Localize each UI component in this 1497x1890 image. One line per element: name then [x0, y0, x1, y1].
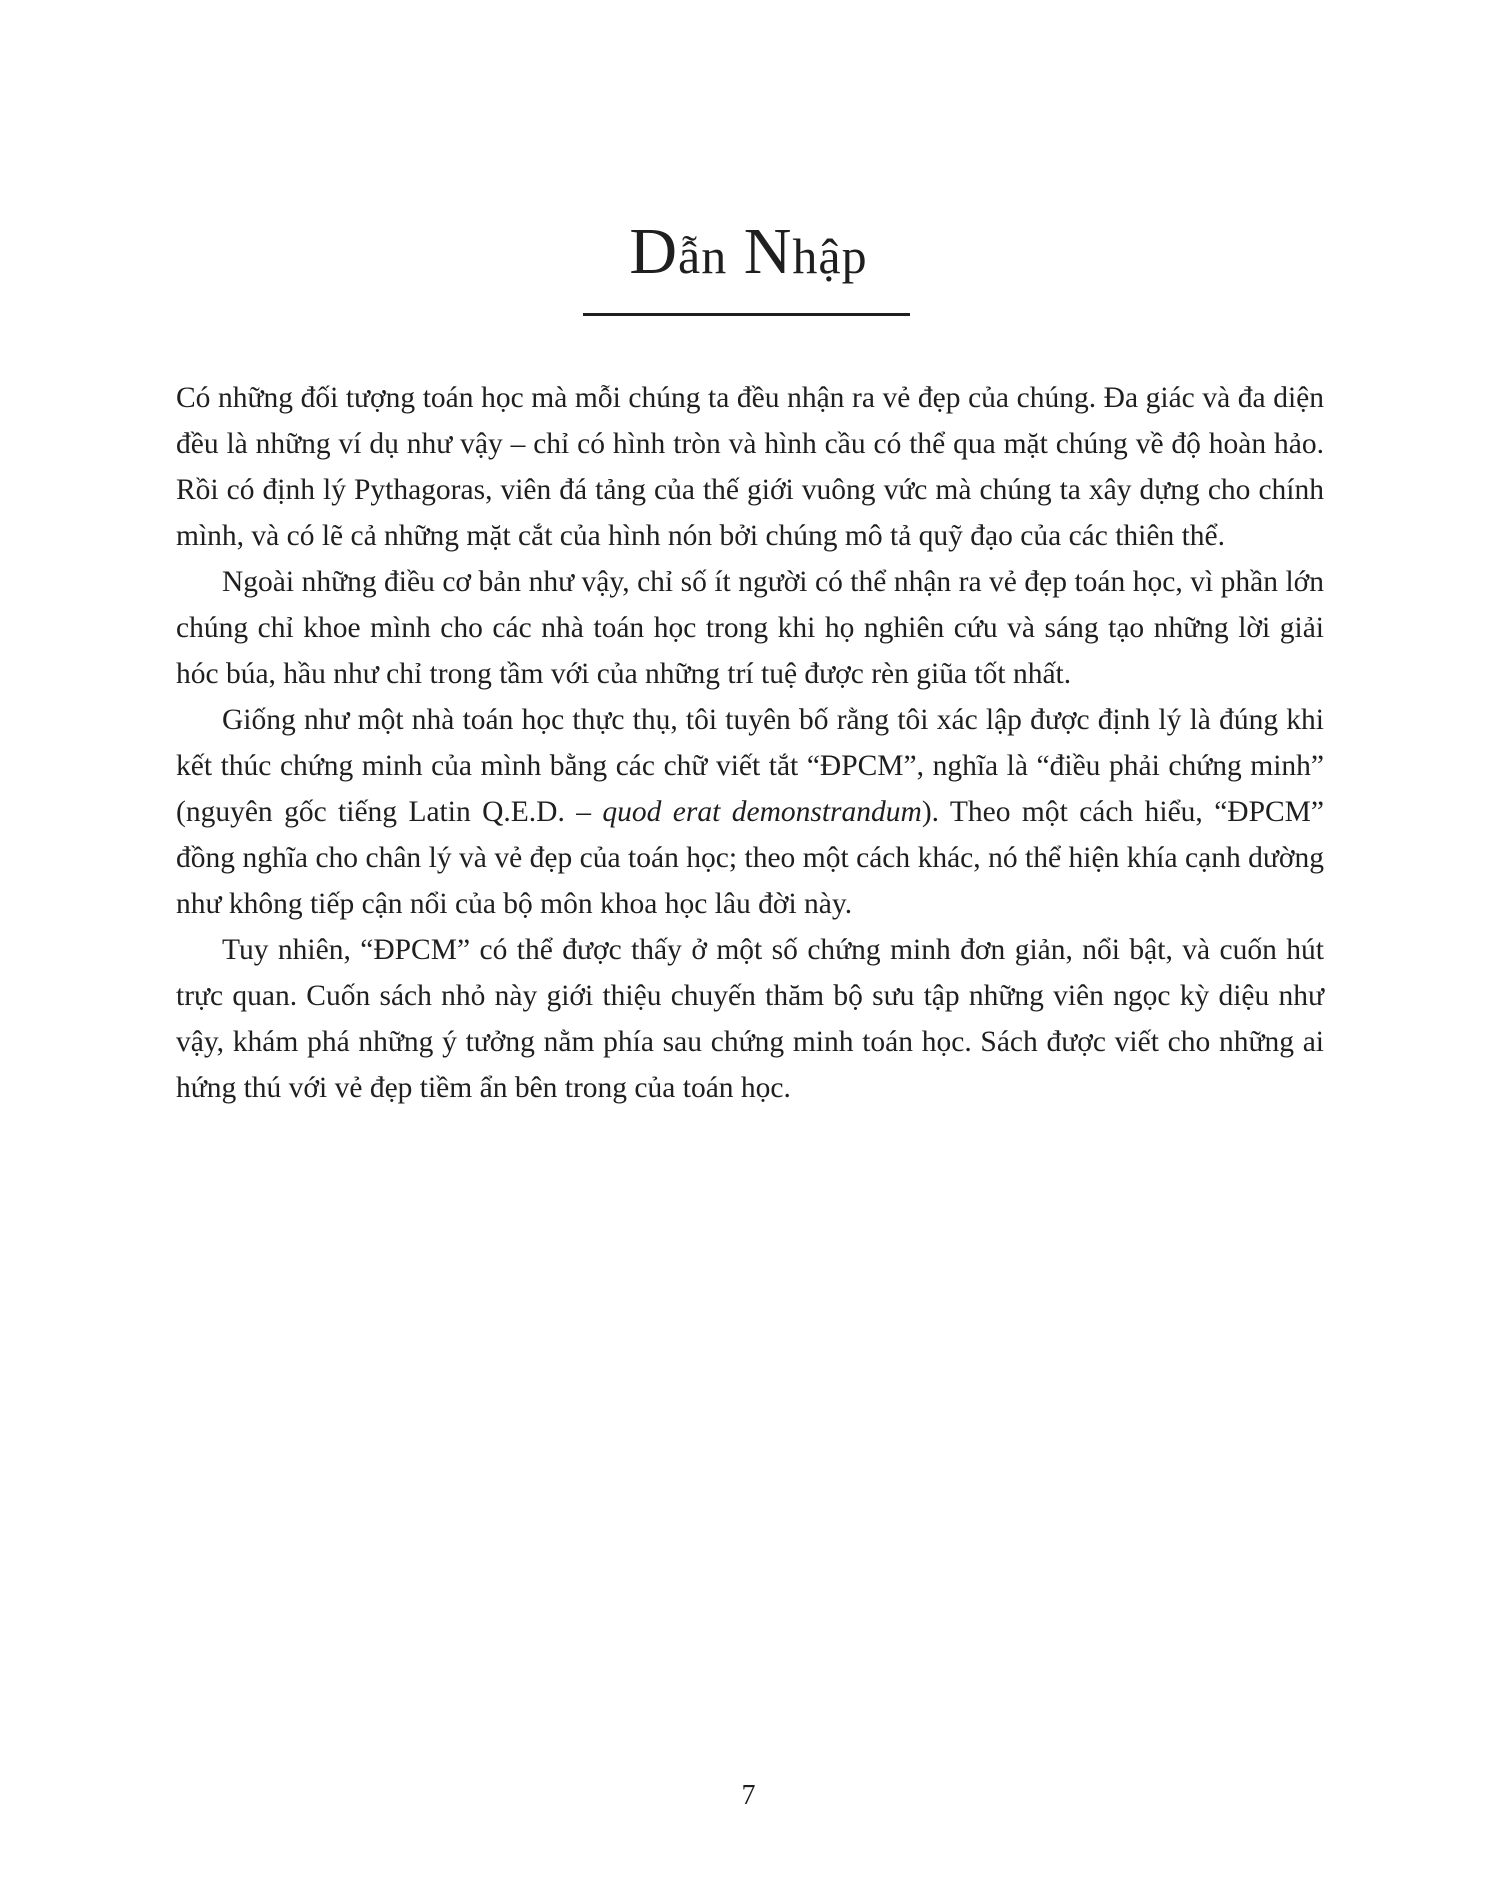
title-underline-rule [583, 313, 910, 316]
paragraph-3-latin-phrase: quod erat demonstrandum [602, 796, 922, 828]
title-first-word-cap: D [629, 215, 679, 288]
paragraph-1: Có những đối tượng toán học mà mỗi chúng ta đều nhận ra vẻ đẹp của chúng. Đa giác và đa diện đều là những ví dụ như vậy – chỉ có hình tròn và hình cầu có thể qua mặt chúng về độ hoàn hảo. Rồi có định lý Pythagoras, viên đá tảng của thế giới vuông vức mà chúng ta xây dựng cho chính mình, và có lẽ cả những mặt cắt của hình nón bởi chúng mô tả quỹ đạo của các thiên thể. [176, 382, 1324, 552]
paragraph-2: Ngoài những điều cơ bản như vậy, chỉ số ít người có thể nhận ra vẻ đẹp toán học, vì phần lớn chúng chỉ khoe mình cho các nhà toán học trong khi họ nghiên cứu và sáng tạo những lời giải hóc búa, hầu như chỉ trong tầm với của những trí tuệ được rèn giũa tốt nhất. [176, 566, 1324, 690]
chapter-title [0, 212, 1497, 296]
title-first-word-rest: ẫn [678, 228, 728, 284]
paragraph-3-text-after: ). Theo một cách hiểu, “ĐPCM” đồng nghĩa cho chân lý và vẻ đẹp của toán học; theo một cách khác, nó thể hiện khía cạnh dường như không tiếp cận nổi của bộ môn khoa học lâu đời này. [176, 796, 1325, 920]
title-space [727, 219, 744, 287]
page-number: 7 [741, 1780, 756, 1811]
title-second-word-cap: N [743, 215, 793, 288]
paragraph-3-text-before: Giống như một nhà toán học thực thụ, tôi tuyên bố rằng tôi xác lập được định lý là đúng khi kết thúc chứng minh của mình bằng các chữ viết tắt “ĐPCM”, nghĩa là “điều phải chứng minh” (nguyên gốc tiếng Latin Q.E.D. – [176, 704, 1324, 828]
chapter-body [176, 375, 1324, 1111]
paragraph-4: Tuy nhiên, “ĐPCM” có thể được thấy ở một số chứng minh đơn giản, nổi bật, và cuốn hút trực quan. Cuốn sách nhỏ này giới thiệu chuyến thăm bộ sưu tập những viên ngọc kỳ diệu như vậy, khám phá những ý tưởng nằm phía sau chứng minh toán học. Sách được viết cho những ai hứng thú với vẻ đẹp tiềm ẩn bên trong của toán học. [176, 934, 1324, 1104]
paragraph-3 [176, 697, 1324, 927]
title-second-word-rest: hập [792, 228, 868, 284]
